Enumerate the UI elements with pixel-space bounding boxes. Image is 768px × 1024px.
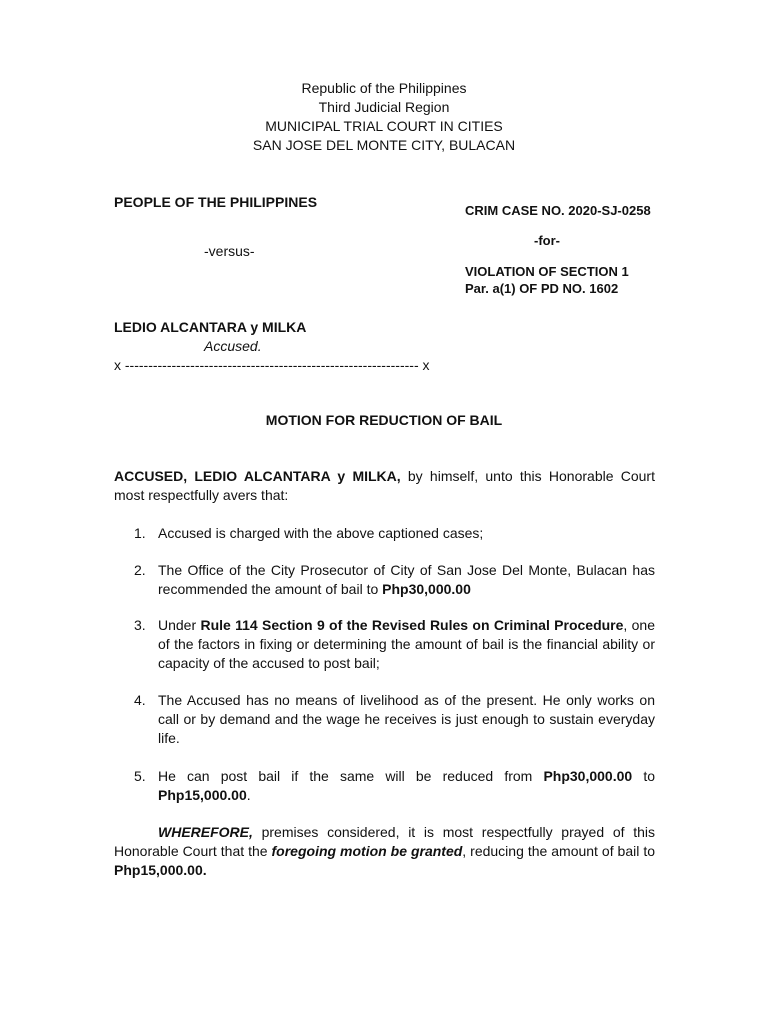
violation-line-2: Par. a(1) OF PD NO. 1602	[465, 281, 619, 296]
item-text-part: He can post bail if the same will be reduced from	[158, 768, 544, 784]
list-item-text	[158, 561, 655, 599]
bail-amount-current: Php30,000.00	[382, 581, 471, 597]
list-item-number: 5.	[134, 768, 146, 784]
list-item-text: The Accused has no means of livelihood as of the present. He only works on call or by demand and the wage he receives is just enough to sustain everyday life.	[158, 692, 655, 746]
wherefore-keyword: WHEREFORE,	[158, 824, 253, 840]
wherefore-text: , reducing the amount of bail to	[462, 843, 655, 859]
list-item-text: Accused is charged with the above captioned cases;	[158, 525, 484, 541]
list-item	[134, 524, 655, 543]
bail-amount-requested: Php15,000.00	[158, 787, 247, 803]
caption-separator: x --------------------------------------------------------------- x	[114, 357, 430, 373]
plaintiff-name: PEOPLE OF THE PHILIPPINES	[114, 194, 318, 210]
intro-text: by himself, unto this Honorable Court most respectfully avers that:	[114, 468, 655, 503]
court-header-city: SAN JOSE DEL MONTE CITY, BULACAN	[252, 137, 516, 153]
item-text-part: The Office of the City Prosecutor of City of San Jose Del Monte, Bulacan has recommended the amount of bail to	[158, 562, 655, 597]
case-number: CRIM CASE NO. 2020-SJ-0258	[465, 203, 651, 218]
list-item-number: 4.	[134, 692, 146, 708]
bail-amount-current: Php30,000.00	[543, 768, 633, 784]
rule-citation: Rule 114 Section 9 of the Revised Rules on Criminal Procedure	[200, 617, 624, 633]
court-header-republic: Republic of the Philippines	[301, 80, 467, 96]
list-item	[134, 767, 655, 805]
versus-label: -versus-	[204, 243, 255, 259]
wherefore-text: premises considered, it is most respectfully prayed of this Honorable Court that the	[114, 824, 655, 859]
list-item	[134, 691, 655, 748]
intro-paragraph	[114, 467, 655, 505]
court-header-court: MUNICIPAL TRIAL COURT IN CITIES	[265, 118, 503, 134]
for-label: -for-	[534, 233, 560, 248]
accused-label: Accused.	[204, 338, 262, 354]
wherefore-paragraph	[114, 823, 655, 880]
list-item-text	[158, 616, 655, 673]
violation-line-1: VIOLATION OF SECTION 1	[465, 264, 629, 279]
list-item-text	[158, 767, 655, 805]
list-item-number: 3.	[134, 617, 146, 633]
list-item	[134, 561, 655, 599]
bail-amount-requested: Php15,000.00.	[114, 862, 207, 878]
item-text-part: .	[246, 787, 251, 803]
document-title: MOTION FOR REDUCTION OF BAIL	[265, 412, 503, 428]
list-item-number: 2.	[134, 562, 146, 578]
item-text-part: to	[632, 768, 655, 784]
prayer-phrase: foregoing motion be granted	[271, 843, 463, 859]
item-text-part: , one of the factors in fixing or determining the amount of bail is the financial ability or capacity of the accused to post bail;	[158, 617, 655, 671]
intro-accused-name: ACCUSED, LEDIO ALCANTARA y MILKA,	[114, 468, 401, 484]
list-item-number: 1.	[134, 525, 146, 541]
court-header-region: Third Judicial Region	[318, 99, 450, 115]
accused-name: LEDIO ALCANTARA y MILKA	[114, 319, 307, 335]
list-item	[134, 616, 655, 673]
item-text-part: Under	[158, 617, 201, 633]
